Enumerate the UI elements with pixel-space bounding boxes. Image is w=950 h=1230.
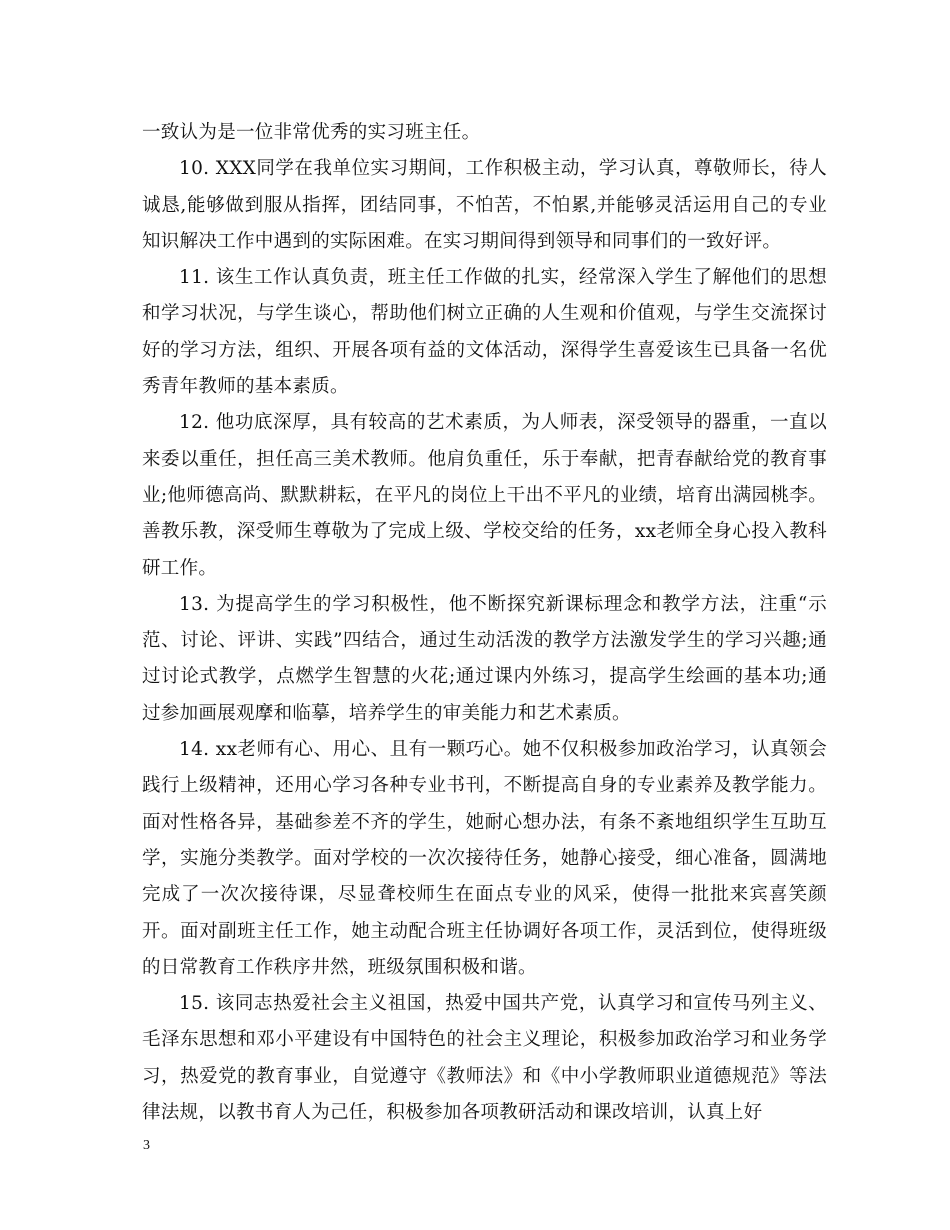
document-body — [142, 115, 827, 1131]
paragraph-item-14: 14. xx老师有心、用心、且有一颗巧心。她不仅积极参加政治学习，认真领会践行上级精神，还用心学习各种专业书刊，不断提高自身的专业素养及教学能力。面对性格各异，基础参差不齐的学生，她耐心想办法，有条不紊地组织学生互助互学，实施分类教学。面对学校的一次次接待任务，她静心接受，细心准备，圆满地完成了一次次接待课，尽显聋校师生在面点专业的风采，使得一批批来宾喜笑颜开。面对副班主任工作，她主动配合班主任协调好各项工作，灵活到位，使得班级的日常教育工作秩序井然，班级氛围积极和谐。 — [142, 739, 827, 978]
paragraph-item-12: 12. 他功底深厚，具有较高的艺术素质，为人师表，深受领导的器重，一直以来委以重任，担任高三美术教师。他肩负重任，乐于奉献，把青春献给党的教育事业;他师德高尚、默默耕耘，在平凡的岗位上干出不平凡的业绩，培育出满园桃李。善教乐教，深受师生尊敬为了完成上级、学校交给的任务，xx老师全身心投入教科研工作。 — [142, 412, 827, 579]
page-number: 3 — [143, 1138, 150, 1153]
paragraph-item-13: 13. 为提高学生的学习积极性，他不断探究新课标理念和教学方法，注重“示范、讨论、评讲、实践”四结合，通过生动活泼的教学方法激发学生的学习兴趣;通过讨论式教学，点燃学生智慧的火花;通过课内外练习，提高学生绘画的基本功;通过参加画展观摩和临摹，培养学生的审美能力和艺术素质。 — [142, 593, 827, 724]
paragraph-item-10: 10. XXX同学在我单位实习期间，工作积极主动，学习认真，尊敬师长，待人诚恳,能够做到服从指挥，团结同事，不怕苦，不怕累,并能够灵活运用自己的专业知识解决工作中遇到的实际困难。在实习期间得到领导和同事们的一致好评。 — [142, 158, 827, 252]
paragraph-continuation: 一致认为是一位非常优秀的实习班主任。 — [142, 122, 481, 143]
paragraph-item-15: 15. 该同志热爱社会主义祖国，热爱中国共产党，认真学习和宣传马列主义、毛泽东思想和邓小平建设有中国特色的社会主义理论，积极参加政治学习和业务学习，热爱党的教育事业，自觉遵守《教师法》和《中小学教师职业道德规范》等法律法规，以教书育人为己任，积极参加各项教研活动和课改培训，认真上好 — [142, 993, 827, 1124]
paragraph-item-11: 11. 该生工作认真负责，班主任工作做的扎实，经常深入学生了解他们的思想和学习状况，与学生谈心，帮助他们树立正确的人生观和价值观，与学生交流探讨好的学习方法，组织、开展各项有益的文体活动，深得学生喜爱该生已具备一名优秀青年教师的基本素质。 — [142, 267, 827, 398]
